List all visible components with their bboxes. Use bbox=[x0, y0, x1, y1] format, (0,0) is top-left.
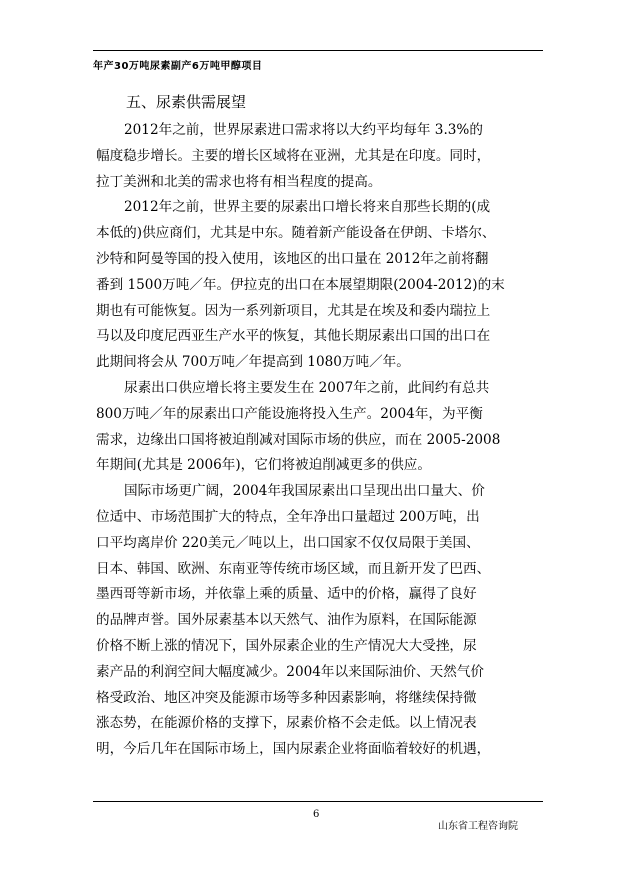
text-line: 墨西哥等新市场，并依靠上乘的质量、适中的价格，赢得了良好 bbox=[96, 586, 477, 603]
text-line: 位适中、市场范围扩大的特点，全年净出口量超过 200万吨，出 bbox=[96, 508, 480, 525]
text-line: 国际市场更广阔，2004年我国尿素出口呈现出出口量大、价 bbox=[124, 483, 485, 500]
page-number: 6 bbox=[313, 809, 320, 820]
text-line: 沙特和阿曼等国的投入使用，该地区的出口量在 2012年之前将翻 bbox=[96, 250, 489, 267]
section-heading: 五、尿素供需展望 bbox=[126, 93, 247, 111]
paragraph bbox=[96, 195, 546, 376]
text-line: 期也有可能恢复。因为一系列新项目，尤其是在埃及和委内瑞拉上 bbox=[96, 302, 491, 319]
paragraphs bbox=[96, 118, 546, 763]
text-line: 尿素出口供应增长将主要发生在 2007年之前，此间约有总共 bbox=[124, 379, 490, 396]
footer-organization: 山东省工程咨询院 bbox=[438, 821, 518, 832]
paragraph bbox=[96, 376, 546, 479]
text-line: 日本、韩国、欧洲、东南亚等传统市场区域，而且新开发了巴西、 bbox=[96, 560, 491, 577]
footer-rule bbox=[93, 801, 543, 802]
text-line: 素产品的利润空间大幅度减少。2004年以来国际油价、天然气价 bbox=[96, 663, 485, 680]
paragraph bbox=[96, 118, 546, 195]
text-line: 年期间(尤其是 2006年)，它们将被迫削减更多的供应。 bbox=[96, 457, 431, 474]
text-line: 的品牌声誉。国外尿素基本以天然气、油作为原料，在国际能源 bbox=[96, 612, 477, 629]
paragraph bbox=[96, 479, 546, 763]
text-line: 2012年之前，世界尿素进口需求将以大约平均每年 3.3%的 bbox=[124, 122, 483, 138]
text-line: 口平均离岸价 220美元／吨以上，出口国家不仅仅局限于美国、 bbox=[96, 534, 480, 551]
text-line: 马以及印度尼西亚生产水平的恢复，其他长期尿素出口国的出口在 bbox=[96, 328, 491, 345]
text-line: 此期间将会从 700万吨／年提高到 1080万吨／年。 bbox=[96, 354, 410, 371]
text-line: 拉丁美洲和北美的需求也将有相当程度的提高。 bbox=[96, 173, 382, 190]
header-title: 年产30万吨尿素副产6万吨甲醇项目 bbox=[93, 61, 263, 72]
text-line: 格受政治、地区冲突及能源市场等多种因素影响，将继续保持微 bbox=[96, 689, 477, 706]
text-line: 2012年之前，世界主要的尿素出口增长将来自那些长期的(成 bbox=[124, 199, 491, 216]
text-line: 800万吨／年的尿素出口产能设施将投入生产。2004年，为平衡 bbox=[96, 405, 483, 422]
header-rule bbox=[93, 50, 543, 51]
text-line: 价格不断上涨的情况下，国外尿素企业的生产情况大大受挫，尿 bbox=[96, 637, 477, 654]
text-line: 番到 1500万吨／年。伊拉克的出口在本展望期限(2004-2012)的末 bbox=[96, 276, 505, 293]
text-line: 涨态势，在能源价格的支撑下，尿素价格不会走低。以上情况表 bbox=[96, 715, 477, 732]
text-line: 本低的)供应商们，尤其是中东。随着新产能设备在伊朗、卡塔尔、 bbox=[96, 225, 496, 242]
text-line: 需求，边缘出口国将被迫削减对国际市场的供应，而在 2005-2008 bbox=[96, 431, 501, 448]
text-line: 幅度稳步增长。主要的增长区域将在亚洲，尤其是在印度。同时， bbox=[96, 147, 491, 164]
text-line: 明，今后几年在国际市场上，国内尿素企业将面临着较好的机遇， bbox=[96, 741, 491, 758]
body-content bbox=[96, 90, 546, 763]
